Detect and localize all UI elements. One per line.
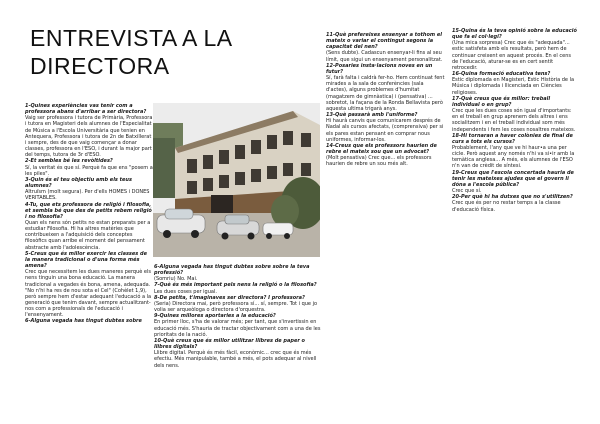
interview-answer: Sí, farà falta i caldrà fer-ho. Hem continuat fent mirades a la sala de conferències (sala d'actes), alguns problemes d'humitat (magatzem de gimnàstica) i (pensativa) ... sobretot, la façana de la Ronda Bellavista però aquesta ultima trigarà anys.: [326, 75, 445, 112]
interview-answer: En primer lloc, s'ha de valorar més; per tant, que s'invertissin en educació més. S'hauria de tractar objectivament com a una de les prioritats de la nació.: [154, 319, 321, 338]
interview-question: 6-Alguna vegada has tingut dubtes sobre: [25, 318, 142, 325]
interview-question: 2-Et sembles bé les revòltides?: [25, 158, 113, 165]
interview-answer: (Sens dubte). Cadascun ensenyar-li fins al seu límit, que sigui un ensenyament personalitzat.: [326, 50, 443, 63]
interview-answer: "No n'hi ha res de nou sota el Cel" (Cohèlet 1,9), però sempre hem d'estar adequant l'educació a la generació que tenim davant, sempre actualitzant-nos com a professionals de l'educació i l'ensenyament.: [25, 287, 152, 319]
interview-question: 14-Creus que els professors haurien de rebre el mateix sou que un advocat?: [326, 142, 437, 155]
interview-answer: Hi haurà canvis que comunicarem després de Nadal als cursos afectats, (comprensiva) per si els pares estan pensant en comprar nous uniformes, informar-los.: [326, 118, 444, 143]
page-title-line-2: DIRECTORA: [30, 53, 170, 79]
interview-answer: Altruïsm (molt segura). Per d'ells HOMES i DONES VERITABLES.: [25, 189, 150, 202]
interview-question: 17-Què creus que és millor: treball individual o en grup?: [452, 95, 551, 108]
interview-question: 6-Alguna vegada has tingut dubtes sobre sobre la teva professió?: [154, 264, 310, 277]
interview-question: 3-Quin és el teu objectiu amb els teus alumnes?: [25, 176, 132, 190]
interview-question: 15-Quina és la teva opinió sobre la educació que fa el col·legi?: [452, 28, 577, 41]
interview-question: 16-Quina formació educativa tens?: [452, 71, 551, 78]
interview-question: 19-Creus que l'escola concertada hauria de tenir les mateixes ajudes que el govern li dóna a l'escola pública?: [452, 169, 574, 188]
interview-answer: (Seria) Directora mai, però professora sí... sí, sempre. Tot i que jo volia ser arqueòloga o directora d'orquestra.: [154, 300, 318, 314]
interview-question: 10-Què creus que és millor utilitzar llibres de paper o llibres digitals?: [154, 337, 305, 351]
interview-question: 13-Què passarà amb l'uniforme?: [326, 112, 418, 119]
article-column-1: [25, 103, 153, 325]
school-building-photo: [153, 103, 320, 257]
page-title: [30, 24, 270, 80]
interview-answer: (Somriu) No. Mai.: [154, 276, 198, 283]
interview-question: 20-Per què hi ha dutxes que no s'utilitzen?: [452, 194, 573, 201]
interview-answer: (Molt pensativa) Crec que... els professors haurien de rebre un sou més alt.: [326, 155, 432, 168]
interview-answer: Probablement, l'any que ve hi haur•a una per cicle. Però aquest any només n'hi va si•ir amb la temàtica anglesa... A més, els alumnes de l'ESO n'n van de crèdit de síntesi.: [452, 144, 575, 170]
article-column-2: [154, 264, 321, 369]
article-column-3: [326, 32, 446, 167]
article-column-4: [452, 28, 577, 213]
interview-answer: Vaig ser professora i tutora de Primària, Professora i tutora en Magisteri dels alumnes de l'Especialitat de Música a l'Escola Universitària que tenien en Antequera, Professora i tutora de 2n de Batxillerat i sempre, des de que vaig començar a donar classes, professora en l'ESO, i durant la major part del temps, tutora de 3r d'ESO.: [25, 115, 153, 159]
interview-answer: Quan els nens són petits no estan preparats per a estudiar Filosofia. Hi ha altres matèries que contribueixen a l'adquisició dels conceptes filosòfics quan arribe el moment del pensament abstracte amb l'adolescència.: [25, 219, 151, 251]
interview-answer: Crec que necessitem les dues maneres perquè els nens tinguin una bona educació. La manera tradicional a vegades és bona, amena, adequada.: [25, 269, 151, 288]
interview-answer: Crec que les dues coses són igual d'importants: en el treball en grup aprenem dels altres i ens socialitzem i en el treball individual som més independents i fem les coses nosaltres mateixos.: [452, 108, 576, 133]
interview-answer: Crec que és per no restar temps a la classe d'educació física.: [452, 200, 561, 213]
interview-question: 18-Hi tornaran a haver colònies de final de curs a tots els cursos?: [452, 132, 573, 145]
interview-question: 9-Quines millores aportaries a la educació?: [154, 313, 276, 320]
interview-answer: Estic diplomada en Magisteri, Estic Història de la Música i diplomada i llicenciada en Ciències religioses.: [452, 77, 575, 96]
interview-question: 8-De petita, t'imaginaves ser directora? I professora?: [154, 294, 305, 301]
interview-question: 1-Quines experiències vas tenir com a professora abans d'arribar a ser directora?: [25, 103, 147, 116]
interview-answer: Crec que sí.: [452, 188, 482, 195]
interview-answer: Llibre digital. Perquè és més fàcil, econòmic... crec que és més efectiu. Més manipulable, també a més, el pots adequar al nivell dels nens.: [154, 350, 317, 369]
interview-answer: Sí, la veritat és que sí. Perquè fa que ens "posem a les piles".: [25, 164, 153, 177]
interview-question: 4-Tu, que ets professora de religió i filosofia, et sembla bé que des de petits rebem religió i no filosofia?: [25, 201, 152, 220]
interview-answer: Les dues coses per igual.: [154, 288, 217, 295]
interview-question: 7-Què és més important pels nens la religió o la filosofia?: [154, 282, 317, 289]
interview-question: 11-Què prefereixes ensenyar a tothom el mateix o variar el contingut segons la capacitat del nen?: [326, 32, 442, 51]
interview-question: 5-Creus que és millor exercir les classes de la manera tradicional o d'una forma més amena?: [25, 250, 147, 270]
interview-answer: (Una mica sorpresa) Crec que és "adequada"... estic satisfeta amb els resultats, però hem de continuar creixent en aquest procés. En el cens de l'educació, aturar-se es en cert sentit retrocedir.: [452, 40, 571, 71]
page-title-line-1: ENTREVISTA A LA: [30, 25, 233, 51]
interview-question: 12-Posaries insta·lacions noves en un futur?: [326, 62, 433, 75]
